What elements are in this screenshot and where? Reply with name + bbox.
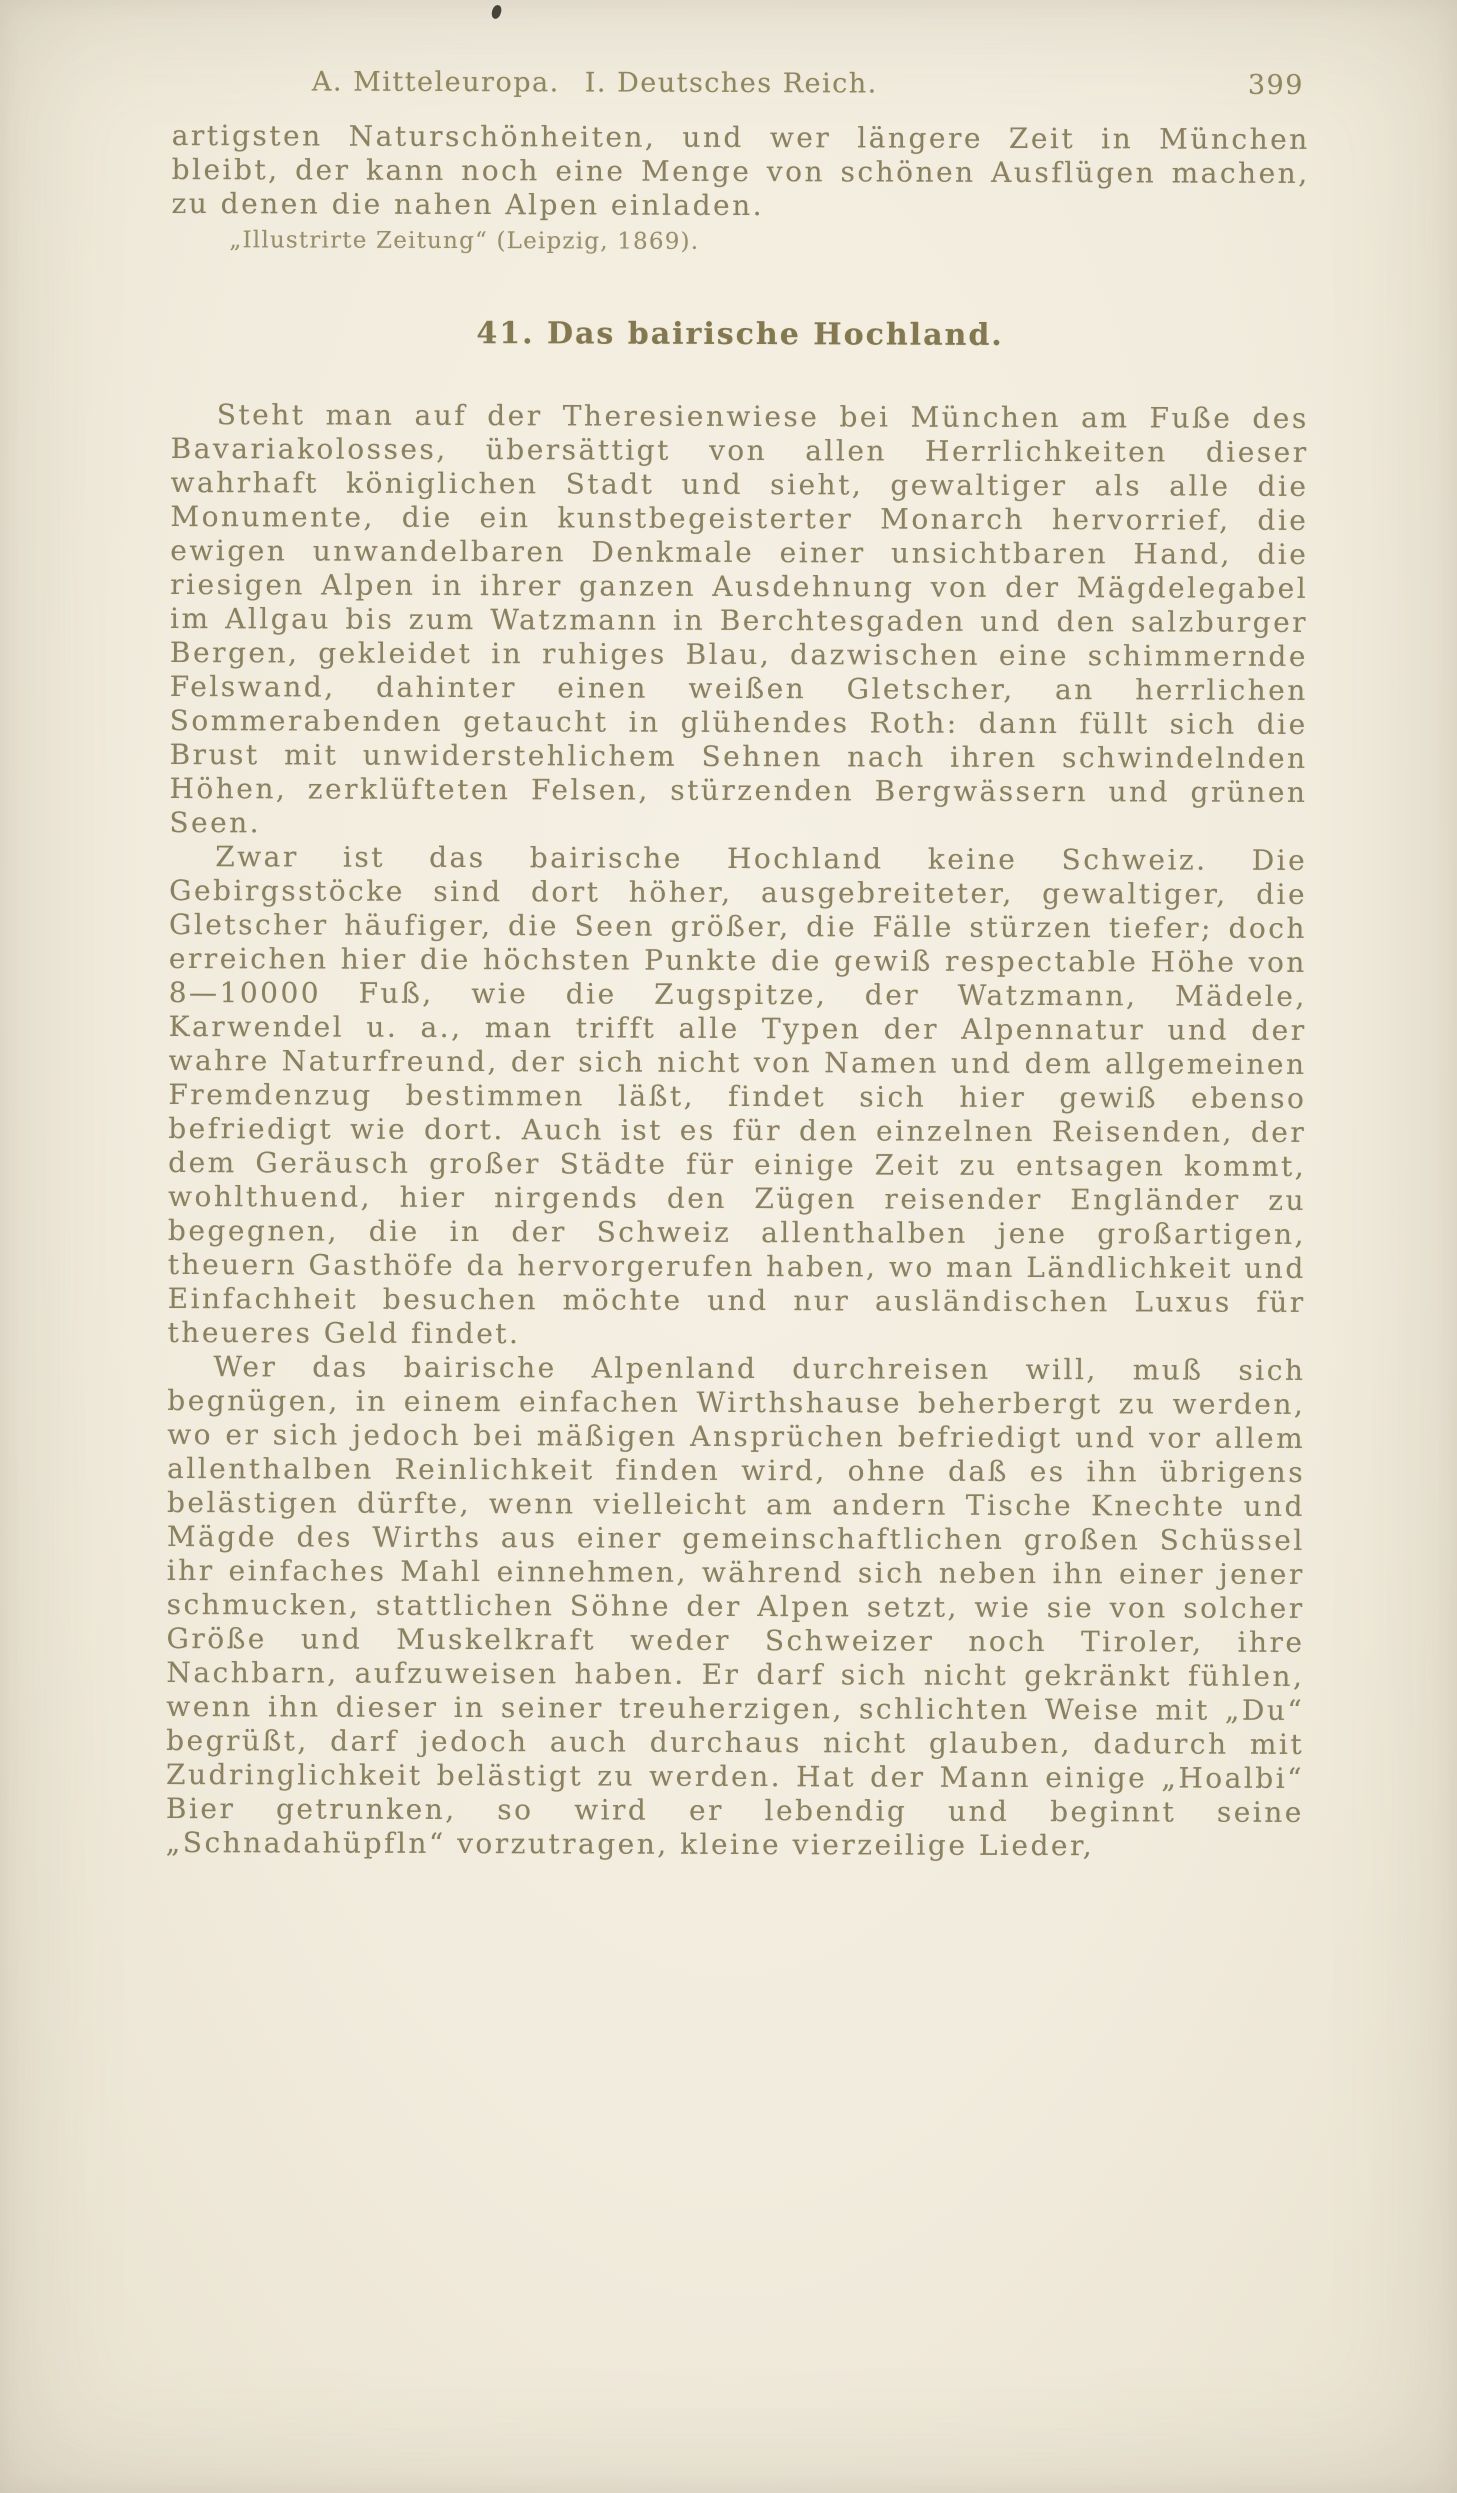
section-heading: 41. Das bairische Hochland. bbox=[476, 316, 1004, 353]
page-content bbox=[166, 66, 1310, 1864]
header-spacer bbox=[878, 92, 1248, 93]
running-header bbox=[172, 66, 1310, 101]
running-header-title: A. Mitteleuropa. I. Deutsches Reich. bbox=[311, 66, 878, 100]
continuation-paragraph: artigsten Naturschönheiten, und wer längere Zeit in München bleibt, der kann noch eine Menge von schönen Ausflügen machen, zu denen die nahen Alpen einladen. bbox=[171, 118, 1310, 223]
page-number: 399 bbox=[1247, 69, 1304, 101]
body-paragraph: Zwar ist das bairische Hochland keine Schweiz. Die Gebirgsstöcke sind dort höher, ausgebreiteter, gewaltiger, die Gletscher häufiger, die Seen größer, die Fälle stürzen tiefer; doch erreichen hier die höchsten Punkte die gewiß respectable Höhe von 8—10000 Fuß, wie die Zugspitze, der Watzmann, Mädele, Karwendel u. a., man trifft alle Typen der Alpennatur und der wahre Naturfreund, der sich nicht von Namen und dem allgemeinen Fremdenzug bestimmen läßt, findet sich hier gewiß ebenso befriedigt wie dort. Auch ist es für den einzelnen Reisenden, der dem Geräusch großer Städte für einige Zeit zu entsagen kommt, wohlthuend, hier nirgends den Zügen reisender Engländer zu begegnen, die in der Schweiz allenthalben jene großartigen, theuern Gasthöfe da hervorgerufen haben, wo man Ländlichkeit und Einfachheit besuchen möchte und nur ausländischen Luxus für theueres Geld findet. bbox=[167, 840, 1308, 1351]
ink-spot bbox=[490, 4, 502, 20]
body-paragraph: Wer das bairische Alpenland durchreisen will, muß sich begnügen, in einem einfachen Wirthshause beherbergt zu werden, wo er sich jedoch bei mäßigen Ansprüchen befriedigt und vor allem allenthalben Reinlichkeit finden wird, ohne daß es ihn übrigens belästigen dürfte, wenn vielleicht am andern Tische Knechte und Mägde des Wirths aus einer gemeinschaftlichen großen Schüssel ihr einfaches Mahl einnehmen, während sich neben ihn einer jener schmucken, stattlichen Söhne der Alpen setzt, wie sie von solcher Größe und Muskelkraft weder Schweizer noch Tiroler, ihre Nachbarn, aufzuweisen haben. Er darf sich nicht gekränkt fühlen, wenn ihn dieser in seiner treuherzigen, schlichten Weise mit „Du“ begrüßt, darf jedoch auch durchaus nicht glauben, dadurch mit Zudringlichkeit belästigt zu werden. Hat der Mann einige „Hoalbi“ Bier getrunken, so wird er lebendig und beginnt seine „Schnadahüpfln“ vorzutragen, kleine vierzeilige Lieder, bbox=[165, 1350, 1306, 1863]
body-paragraph: Steht man auf der Theresienwiese bei München am Fuße des Bavariakolosses, übersättigt von allen Herrlichkeiten dieser wahrhaft königlichen Stadt und sieht, gewaltiger als alle die Monumente, die ein kunstbegeisterter Monarch hervorrief, die ewigen unwandelbaren Denkmale einer unsichtbaren Hand, die riesigen Alpen in ihrer ganzen Ausdehnung von der Mägdelegabel im Allgau bis zum Watzmann in Berchtesgaden und den salzburger Bergen, gekleidet in ruhiges Blau, dazwischen eine schimmernde Felswand, dahinter einen weißen Gletscher, an herrlichen Sommerabenden getaucht in glühendes Roth: dann füllt sich die Brust mit unwiderstehlichem Sehnen nach ihren schwindelnden Höhen, zerklüfteten Felsen, stürzenden Bergwässern und grünen Seen. bbox=[169, 398, 1309, 840]
source-attribution: „Illustrirte Zeitung“ (Leipzig, 1869). bbox=[229, 227, 700, 255]
